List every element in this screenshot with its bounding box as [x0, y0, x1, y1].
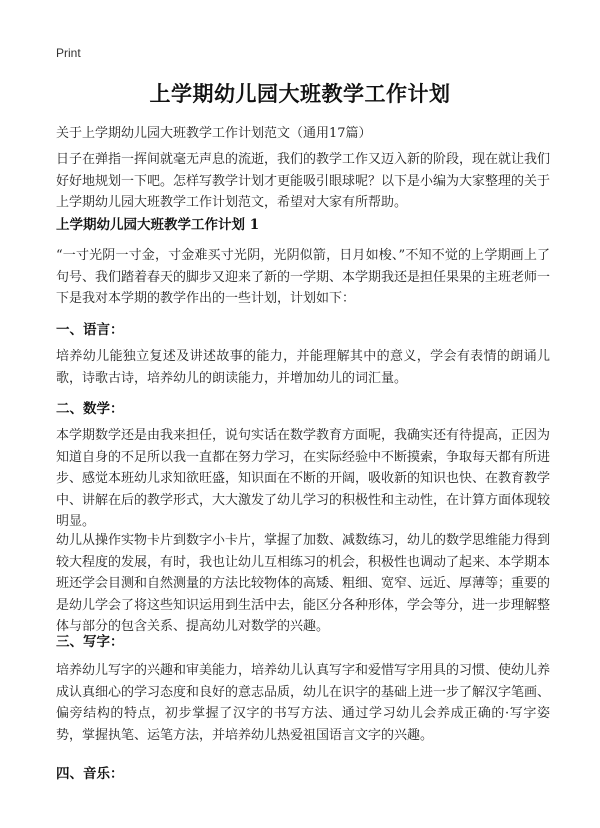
section-paragraph-math-2: 幼儿从操作实物卡片到数字小卡片，掌握了加数、减数练习，幼儿的数学思维能力得到较大程度的发展，有时，我也让幼儿互相练习的机会，积极性也调动了起来、本学期本班还学会目测和自然测量的方法比较物体的高矮、粗细、宽窄、远近、厚薄等；重要的是幼儿学会了将这些知识运用到生活中去，能区分各种形体，学会等分，进一步理解整体与部分的包含关系、提高幼儿对数学的兴趣。 — [56, 533, 551, 634]
section-paragraph-math-1: 本学期数学还是由我来担任，说句实话在数学教育方面呢，我确实还有待提高，正因为知道自身的不足所以我一直都在努力学习，在实际经验中不断摸索，争取每天都有所进步、感觉本班幼儿求知欲旺盛，知识面在不断的开阔，吸收新的知识也快、在教育教学中、讲解在后的教学形式，大大激发了幼儿学习的积极性和主动性，在计算方面体现较明显。 — [56, 428, 551, 529]
plan-intro-paragraph: “一寸光阴一寸金，寸金难买寸光阴，光阴似箭，日月如梭、”不知不觉的上学期画上了句号、我们踏着春天的脚步又迎来了新的一学期、本学期我还是担任果果的主班老师一下是我对本学期的教学作出的一些计划，计划如下： — [56, 248, 551, 306]
document-subtitle: 关于上学期幼儿园大班教学工作计划范文（通用17篇） — [56, 126, 372, 141]
page-title: 上学期幼儿园大班教学工作计划 — [149, 81, 451, 106]
print-link[interactable]: Print — [56, 46, 81, 60]
plan-heading: 上学期幼儿园大班教学工作计划 1 — [56, 217, 260, 233]
section-paragraph-writing: 培养幼儿写字的兴趣和审美能力，培养幼儿认真写字和爱惜写字用具的习惯、使幼儿养成认真细心的学习态度和良好的意志品质，幼儿在识字的基础上进一步了解汉字笔画、偏旁结构的特点，初步掌握了汉字的书写方法、通过学习幼儿会养成正确的·写字姿势，掌握执笔、运笔方法，并培养幼儿热爱祖国语言文字的兴趣。 — [56, 663, 551, 743]
section-heading-math: 二、数学： — [56, 401, 124, 417]
section-heading-language: 一、语言： — [56, 322, 124, 338]
intro-paragraph: 日子在弹指一挥间就毫无声息的流逝，我们的教学工作又迈入新的阶段，现在就让我们好好地规划一下吧。怎样写教学计划才更能吸引眼球呢？以下是小编为大家整理的关于上学期幼儿园大班教学工作计划范文，希望对大家有所帮助。 — [56, 152, 551, 210]
section-heading-music: 四、音乐： — [56, 766, 124, 782]
section-paragraph-language: 培养幼儿能独立复述及讲述故事的能力，并能理解其中的意义，学会有表情的朗诵儿歌，诗歌古诗，培养幼儿的朗读能力，并增加幼儿的词汇量。 — [56, 349, 550, 386]
section-heading-writing: 三、写字： — [56, 634, 124, 650]
